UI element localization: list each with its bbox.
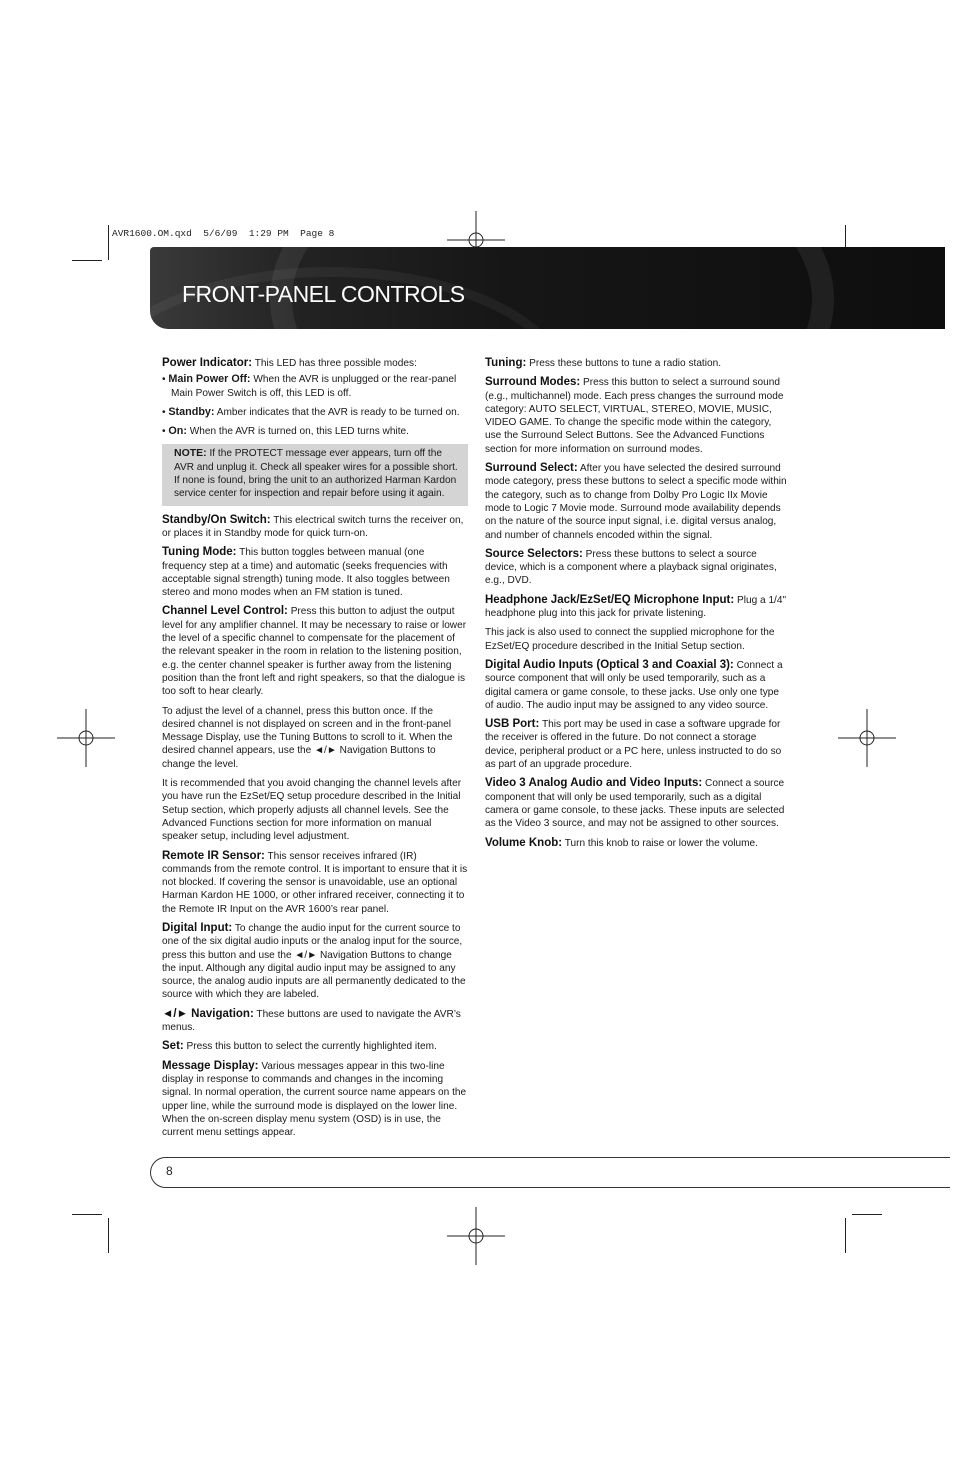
- entry-label: Volume Knob:: [485, 836, 563, 849]
- crop-mark: [72, 1214, 102, 1215]
- section-banner: [150, 247, 945, 329]
- tuning-mode-entry: [162, 546, 468, 599]
- message-display-entry: [162, 1060, 468, 1140]
- entry-label: Channel Level Control:: [162, 605, 288, 618]
- bullet-label: Standby:: [168, 405, 215, 418]
- entry-text: Connect a source component that will only be used temporarily, such as a digital camera or game console, to these jacks. These inputs are selected as the Video 3 source, and may not be assigned to other sources.: [485, 778, 785, 830]
- entry-text: After you have selected the desired surround mode category, press these buttons to select a specific mode within the category, such as to change from Dolby Pro Logic IIx Movie mode to Logic 7 Movie mode. Surround mode availability depends on the nature of the source input signal, i.e. digital versus analog, and number of channels encoded within the signal.: [485, 463, 787, 541]
- tuning-entry: [485, 357, 790, 370]
- standby-switch-entry: [162, 514, 468, 541]
- entry-text: This LED has three possible modes:: [254, 358, 417, 369]
- bullet-label: On:: [168, 425, 187, 438]
- headphone-paragraph: This jack is also used to connect the supplied microphone for the EzSet/EQ procedure described in the Initial Setup section.: [485, 627, 775, 652]
- page-title: FRONT-PANEL CONTROLS: [182, 281, 465, 307]
- entry-label: Source Selectors:: [485, 547, 583, 560]
- video3-entry: [485, 777, 790, 830]
- bullet-item: • Standby: Amber indicates that the AVR is ready to be turned on.: [162, 405, 460, 418]
- entry-text: These buttons are used to navigate the AVR’s menus.: [162, 1008, 461, 1034]
- surround-modes-entry: [485, 376, 790, 456]
- crop-mark: [72, 260, 102, 261]
- left-column: [162, 357, 468, 1145]
- entry-text: Press this button to select the currently highlighted item.: [186, 1041, 437, 1053]
- page-number: 8: [166, 1164, 173, 1178]
- channel-level-paragraph: To adjust the level of a channel, press this button once. If the desired channel is not displayed on screen and in the front-panel Message Display, use the Tuning Buttons to scroll to it. When the desired channel appears, use the ◄/► Navigation Buttons to change the level.: [162, 705, 453, 770]
- entry-text: Press this button to select a surround sound (e.g., multichannel) mode. Each press changes the surround mode category: AUTO SELECT, VIRTUAL, STEREO, MOVIE, MUSIC, VIDEO GAME. To change the specific mode within the category, use the Surround Select Buttons. See the Advanced Functions section for more information on surround modes.: [485, 377, 784, 455]
- entry-label: Surround Modes:: [485, 376, 581, 389]
- entry-text: Various messages appear in this two-line display in response to commands and changes in the incoming signal. In normal operation, the current source name appears on the upper line, while the surround mode is displayed on the lower line. When the on-screen display menu system (OSD) is in use, the current menu settings appear.: [162, 1060, 467, 1139]
- entry-label: Remote IR Sensor:: [162, 849, 265, 862]
- entry-label: ◄/► Navigation:: [162, 1007, 254, 1020]
- entry-text: Connect a source component that will only be used temporarily, such as a digital camera or game console, to these jacks. Use only one type of audio. The audio input may be assigned to any video source.: [485, 659, 783, 711]
- entry-text: This button toggles between manual (one frequency step at a time) and automatic (seeks frequencies with acceptable signal strength) tuning mode. It also toggles between stereo and mono modes when an FM station is tuned.: [162, 547, 450, 599]
- note-box: [162, 444, 468, 505]
- entry-label: Video 3 Analog Audio and Video Inputs:: [485, 777, 703, 790]
- entry-text: This port may be used in case a software upgrade for the receiver is offered in the future. Do not connect a storage device, peripheral product or a PC here, unless instructed to do so as part of an upgrade procedure.: [485, 719, 782, 771]
- crop-mark: [852, 1214, 882, 1215]
- entry-label: Tuning Mode:: [162, 546, 237, 559]
- entry-label: Tuning:: [485, 357, 527, 369]
- bullet-item: • On: When the AVR is turned on, this LED turns white.: [162, 425, 409, 438]
- channel-level-paragraph: It is recommended that you avoid changing the channel levels after you have run the EzSet/EQ setup procedure described in the Initial Setup section, which properly adjusts all channel levels. See the Advanced Functions section for more information on manual speaker setup, including level adjustment.: [162, 778, 462, 843]
- usb-port-entry: [485, 718, 790, 771]
- digital-input-entry: [162, 922, 468, 1002]
- entry-label: Set:: [162, 1040, 184, 1053]
- entry-label: Standby/On Switch:: [162, 513, 271, 526]
- note-text: If the PROTECT message ever appears, turn off the AVR and unplug it. Check all speaker wires for a possible short. If none is found, bring the unit to an authorized Harman Kardon service center for inspection and repair before using it again.: [174, 448, 458, 500]
- entry-text: Press these buttons to tune a radio station.: [529, 358, 722, 369]
- source-selectors-entry: [485, 548, 790, 588]
- bullet-text: When the AVR is turned on, this LED turns white.: [189, 426, 409, 438]
- print-slug: AVR1600.OM.qxd 5/6/09 1:29 PM Page 8: [112, 228, 335, 239]
- remote-ir-entry: [162, 850, 468, 916]
- crop-mark: [108, 225, 109, 260]
- power-indicator-entry: [162, 357, 468, 370]
- headphone-entry: [485, 594, 790, 621]
- entry-label: Headphone Jack/EzSet/EQ Microphone Input:: [485, 593, 735, 606]
- note-label: NOTE:: [174, 447, 207, 460]
- registration-mark-icon: [447, 1207, 505, 1265]
- entry-text: Press these buttons to select a source device, which is a component where a playback signal originates, e.g., DVD.: [485, 548, 777, 587]
- digital-audio-entry: [485, 659, 790, 712]
- volume-knob-entry: [485, 837, 790, 850]
- surround-select-entry: [485, 462, 790, 542]
- entry-label: Digital Input:: [162, 921, 233, 934]
- footer-bar: [150, 1157, 950, 1188]
- entry-text: Turn this knob to raise or lower the volume.: [564, 837, 758, 849]
- entry-text: Plug a 1/4" headphone plug into this jack for private listening.: [485, 594, 787, 620]
- bullet-text: Amber indicates that the AVR is ready to be turned on.: [216, 406, 460, 418]
- navigation-entry: [162, 1008, 468, 1035]
- entry-text: To change the audio input for the current source to one of the six digital audio inputs or the analog input for the source, press this button and use the ◄/► Navigation Buttons to change the input. Although any digital audio input may be assigned to any source, the analog audio inputs are all permanently dedicated to the source with which they are labeled.: [162, 922, 466, 1001]
- bullet-text: When the AVR is unplugged or the rear-panel Main Power Switch is off, this LED is off.: [171, 374, 457, 399]
- entry-text: This electrical switch turns the receiver on, or places it in Standby mode for quick turn-on.: [162, 514, 464, 539]
- entry-text: This sensor receives infrared (IR) commands from the remote control. It is important to ensure that it is not blocked. If covering the sensor is unavoidable, use an optional Harman Kardon HE 1000, or other infrared receiver, connecting it to the Remote IR Input on the AVR 1600’s rear panel.: [162, 850, 468, 915]
- registration-mark-icon: [57, 709, 115, 767]
- entry-label: Digital Audio Inputs (Optical 3 and Coaxial 3):: [485, 658, 734, 671]
- channel-level-entry: [162, 605, 468, 698]
- set-entry: [162, 1040, 468, 1053]
- bullet-label: Main Power Off:: [168, 373, 251, 386]
- bullet-item: • Main Power Off: When the AVR is unplugged or the rear-panel Main Power Switch is off, this LED is off.: [162, 373, 457, 399]
- right-column: [485, 357, 790, 856]
- entry-label: USB Port:: [485, 718, 540, 731]
- entry-label: Surround Select:: [485, 462, 578, 475]
- registration-mark-icon: [838, 709, 896, 767]
- entry-label: Power Indicator:: [162, 357, 253, 369]
- crop-mark: [108, 1218, 109, 1253]
- entry-label: Message Display:: [162, 1059, 259, 1072]
- crop-mark: [845, 1218, 846, 1253]
- entry-text: Press this button to adjust the output level for any amplifier channel. It may be necessary to raise or lower the level of a specific channel to compensate for the placement of the relevant speaker in the room in relation to the listening position, e.g. the center channel speaker is further away from the listening position than the front left and right speakers, so that the dialogue is too soft to hear clearly.: [162, 606, 467, 698]
